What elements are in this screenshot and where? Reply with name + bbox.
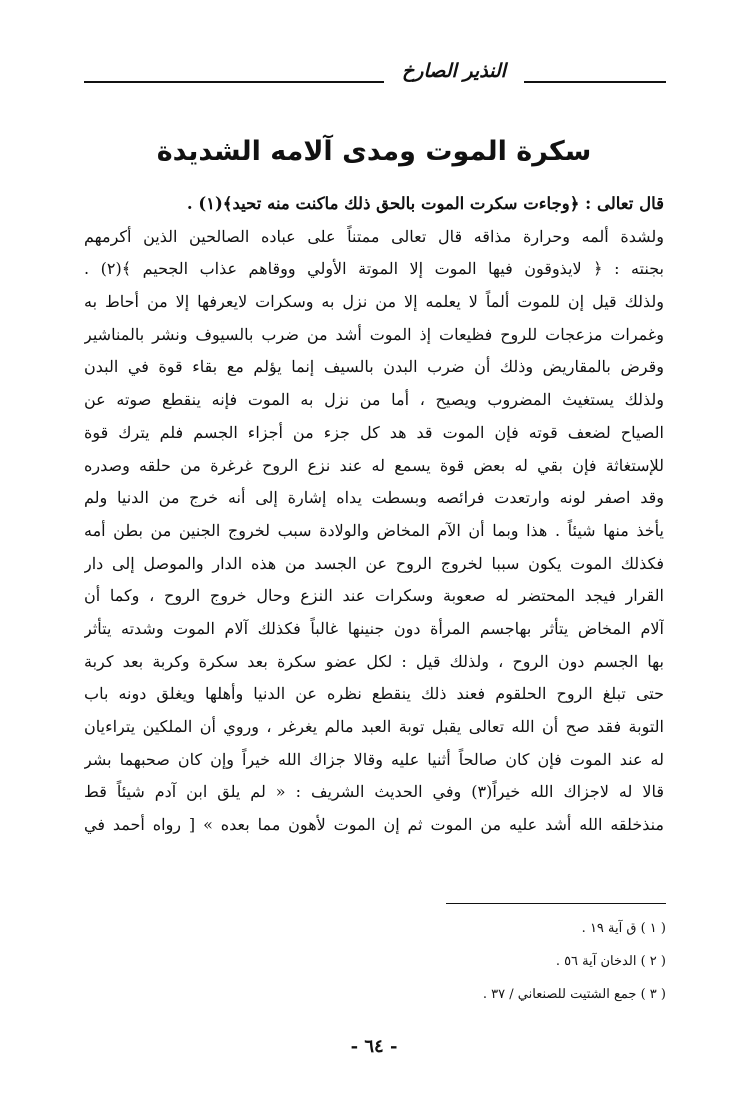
text-line: وقرض بالمقاريض وذلك أن ضرب البدن بالسيف إنما يؤلم مع بقاء قوة في البدن (84, 357, 664, 377)
text-line: آلام المخاض يتأثر بهاجسم المرأة دون جنينها غالباً فكذلك آلام الموت وشدته يتأثر (84, 618, 664, 638)
header-rule-right (524, 81, 666, 83)
text-line: ولشدة ألمه وحرارة مذاقه قال تعالى ممتناً على عباده الصالحين الذين أكرمهم (84, 226, 664, 246)
body-text (84, 188, 664, 842)
header-rule-left (84, 81, 384, 83)
footnote-rule (446, 903, 666, 904)
text-line: التوبة فقد صح أن الله تعالى يقبل توبة العبد مالم يغرغر ، وروي أن الملكين يتراءيان (84, 717, 664, 736)
page-number: - ٦٤ - (350, 1036, 398, 1057)
text-line: للإستغاثة فإن بقي له بعض قوة يسمع له عند نزع الروح غرغرة من حلقه وصدره (84, 455, 664, 475)
text-line: قالا له لاجزاك الله خيراً(٣) وفي الحديث الشريف : « لم يلق ابن آدم شيئاً قط (84, 782, 664, 802)
footnote-3: ( ٣ ) جمع الشتيت للصنعاني / ٣٧ . (482, 987, 666, 1002)
text-line: قال تعالى : ﴿وجاءت سكرت الموت بالحق ذلك ماكنت منه تحيد﴾(١) . (186, 194, 664, 213)
text-line: فكذلك الموت يكون سببا لخروج الروح عن الجسد من هذه الدار والموصل إلى دار (84, 553, 664, 573)
running-title: النذير الصارخ (402, 60, 506, 82)
text-line: وقد اصفر لونه وارتعدت فرائصه وبسطت يداه إشارة إلى أنه خرج من الدنيا ولم (84, 488, 664, 508)
text-line: ولذلك يستغيث المضروب ويصيح ، أما من نزل به الموت فإنه ينقطع صوته عن (84, 390, 664, 410)
footnote-1: ( ١ ) ق آية ١٩ . (581, 921, 666, 936)
footnotes (380, 912, 666, 1011)
text-line: حتى تبلغ الروح الحلقوم فعند ذلك ينقطع نظره عن الدنيا وأهلها ويغلق دونه باب (84, 684, 664, 704)
text-line: ولذلك قيل إن للموت ألماً لا يعلمه إلا من نزل به وسكرات لايعرفها إلا من أحاط به (84, 292, 664, 312)
text-line: الصياح لضعف قوته فإن الموت قد هد كل جزء من أجزاء الجسم فلم يترك قوة (84, 422, 664, 442)
footnote-2: ( ٢ ) الدخان آية ٥٦ . (555, 954, 666, 969)
text-line: القرار فيجد المحتضر له صعوبة وسكرات عند النزع وحال خروج الروح ، وكما أن (84, 586, 664, 606)
text-line: له عند الموت فإن كان صالحاً أثنيا عليه وقالا جزاك الله خيراً وإن كان صحبهما بشر (84, 749, 664, 769)
text-line: منذخلقه الله أشد عليه من الموت ثم إن الموت لأهون مما بعده » [ رواه أحمد في (84, 815, 664, 835)
text-line: يأخذ منها شيئاً . هذا وبما أن الآم المخاض والولادة سبب لخروج الجنين من بطن أمه (84, 520, 664, 540)
text-line: بجنته : ﴿ لايذوقون فيها الموت إلا الموتة الأولي ووقاهم عذاب الجحيم ﴾(٢) . (84, 259, 664, 279)
text-line: وغمرات مزعجات للروح فظيعات إذ الموت أشد من ضرب بالسيوف ونشر بالمناشير (84, 324, 664, 344)
running-header (84, 58, 666, 92)
chapter-title: سكرة الموت ومدى آلامه الشديدة (156, 136, 592, 167)
text-line: بها الجسم دون الروح ، ولذلك قيل : لكل عضو سكرة بعد سكرة وكربة بعد كربة (84, 651, 664, 671)
